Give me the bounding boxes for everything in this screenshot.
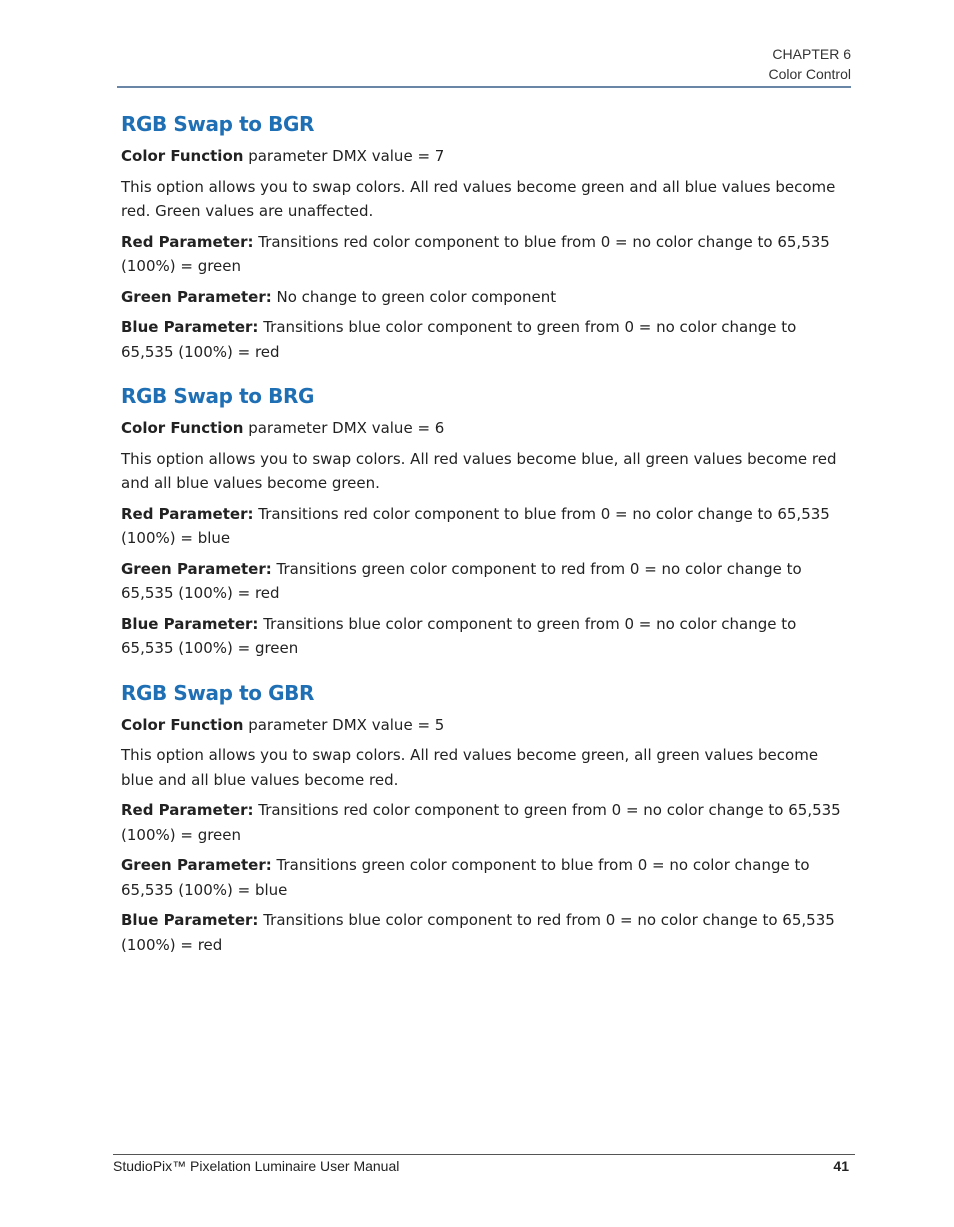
page-content — [121, 110, 849, 963]
color-function-label: Color Function — [121, 715, 244, 734]
blue-parameter — [121, 908, 849, 957]
green-parameter — [121, 285, 849, 310]
section-rgb-swap-to-brg — [121, 382, 849, 661]
chapter-title: Color Control — [768, 66, 851, 82]
page-footer — [113, 1156, 849, 1176]
section-description: This option allows you to swap colors. All red values become blue, all green values become red and all blue values become green. — [121, 449, 837, 492]
blue-parameter-text: Transitions blue color component to green from 0 = no color change to 65,535 (100%) = green — [121, 614, 797, 657]
red-parameter-text: Transitions red color component to blue from 0 = no color change to 65,535 (100%) = blue — [121, 504, 830, 547]
page-number: 41 — [833, 1158, 849, 1174]
green-parameter — [121, 557, 849, 606]
red-parameter — [121, 502, 849, 551]
section-description: This option allows you to swap colors. All red values become green, all green values become blue and all blue values become red. — [121, 746, 819, 789]
red-parameter-label: Red Parameter: — [121, 504, 254, 523]
color-function-line — [121, 713, 849, 738]
blue-parameter-label: Blue Parameter: — [121, 614, 259, 633]
footer-divider — [113, 1154, 855, 1155]
color-function-value: parameter DMX value = 7 — [243, 147, 445, 165]
color-function-label: Color Function — [121, 147, 244, 165]
blue-parameter-text: Transitions blue color component to green from 0 = no color change to 65,535 (100%) = red — [121, 318, 797, 361]
color-function-line — [121, 144, 849, 169]
chapter-number: CHAPTER 6 — [772, 46, 851, 62]
manual-title: StudioPix™ Pixelation Luminaire User Manual — [113, 1158, 400, 1174]
section-title: RGB Swap to BGR — [121, 112, 315, 136]
red-parameter-text: Transitions red color component to green from 0 = no color change to 65,535 (100%) = green — [121, 801, 841, 844]
color-function-value: parameter DMX value = 5 — [243, 715, 445, 734]
green-parameter-text: No change to green color component — [271, 287, 557, 306]
red-parameter — [121, 798, 849, 847]
red-parameter-label: Red Parameter: — [121, 801, 254, 819]
header-divider — [117, 86, 851, 88]
blue-parameter-text: Transitions blue color component to red from 0 = no color change to 65,535 (100%) = red — [121, 911, 835, 954]
green-parameter-label: Green Parameter: — [121, 856, 272, 874]
page-header — [117, 44, 851, 84]
section-description: This option allows you to swap colors. All red values become green and all blue values become red. Green values are unaffected. — [121, 177, 836, 220]
section-title: RGB Swap to GBR — [121, 680, 315, 705]
green-parameter-label: Green Parameter: — [121, 287, 272, 306]
red-parameter-label: Red Parameter: — [121, 232, 254, 251]
blue-parameter-label: Blue Parameter: — [121, 911, 259, 929]
section-rgb-swap-to-bgr — [121, 110, 849, 364]
blue-parameter-label: Blue Parameter: — [121, 318, 259, 336]
section-title: RGB Swap to BRG — [121, 384, 315, 408]
blue-parameter — [121, 315, 849, 364]
green-parameter-text: Transitions green color component to red from 0 = no color change to 65,535 (100%) = red — [121, 559, 802, 602]
red-parameter-text: Transitions red color component to blue from 0 = no color change to 65,535 (100%) = green — [121, 232, 830, 275]
color-function-value: parameter DMX value = 6 — [243, 419, 445, 437]
blue-parameter — [121, 612, 849, 661]
section-rgb-swap-to-gbr — [121, 679, 849, 958]
green-parameter-label: Green Parameter: — [121, 559, 272, 578]
color-function-label: Color Function — [121, 419, 244, 437]
green-parameter — [121, 853, 849, 902]
green-parameter-text: Transitions green color component to blue from 0 = no color change to 65,535 (100%) = blue — [121, 856, 810, 899]
red-parameter — [121, 230, 849, 279]
color-function-line — [121, 416, 849, 441]
